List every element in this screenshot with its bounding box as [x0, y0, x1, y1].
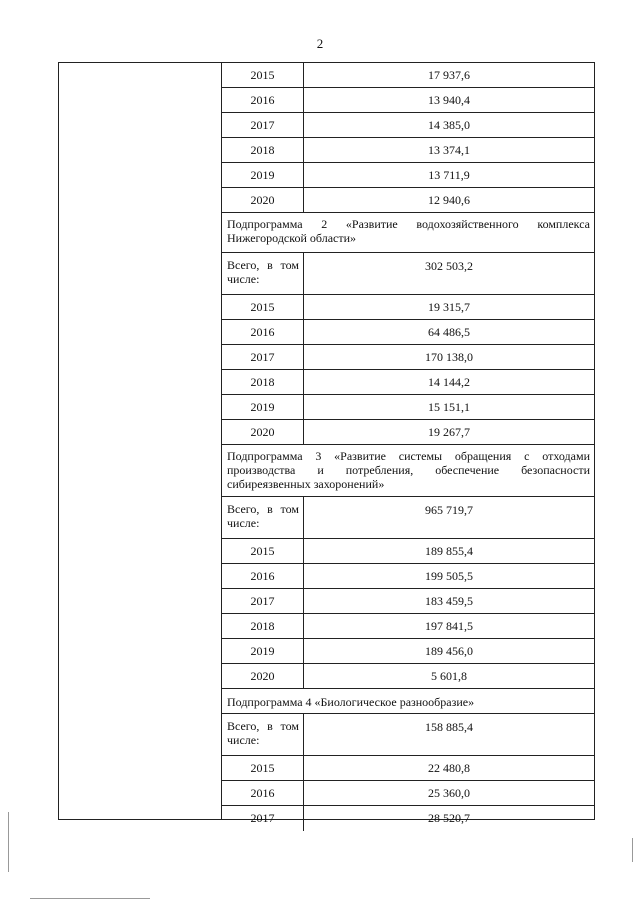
value-cell: 14 144,2 [428, 374, 470, 389]
table-row-year [222, 564, 594, 589]
year-cell: 2018 [222, 614, 304, 638]
value-cell: 19 267,7 [428, 424, 470, 439]
year-cell: 2016 [222, 564, 304, 588]
year-cell: 2016 [222, 88, 304, 112]
year-cell: 2020 [222, 420, 304, 444]
year-cell: 2017 [222, 806, 304, 831]
year-cell: 2019 [222, 639, 304, 663]
year-cell: 2017 [222, 113, 304, 137]
value-cell: 13 940,4 [428, 92, 470, 107]
value-cell: 197 841,5 [425, 618, 473, 633]
table-row-year [222, 756, 594, 781]
table-left-column [59, 63, 222, 819]
subprogram-heading: Подпрограмма 4 «Биологическое разнообразие» [222, 689, 594, 714]
table-row-year [222, 138, 594, 163]
table-row-year [222, 639, 594, 664]
year-cell: 2016 [222, 320, 304, 344]
value-cell: 5 601,8 [431, 668, 467, 683]
value-cell: 19 315,7 [428, 299, 470, 314]
table-row-year [222, 163, 594, 188]
total-label-cell: Всего, в том числе: [222, 253, 304, 294]
total-value-cell: 302 503,2 [425, 259, 473, 273]
table-row-year [222, 295, 594, 320]
year-cell: 2015 [222, 756, 304, 780]
table-row-year [222, 63, 594, 88]
year-cell: 2015 [222, 295, 304, 319]
table-row-year [222, 539, 594, 564]
year-cell: 2017 [222, 345, 304, 369]
year-cell: 2017 [222, 589, 304, 613]
value-cell: 64 486,5 [428, 324, 470, 339]
value-cell: 189 456,0 [425, 643, 473, 658]
value-cell: 17 937,6 [428, 67, 470, 82]
total-value-cell: 965 719,7 [425, 503, 473, 517]
value-cell: 12 940,6 [428, 192, 470, 207]
year-cell: 2016 [222, 781, 304, 805]
table-row-total [222, 497, 594, 539]
year-cell: 2019 [222, 395, 304, 419]
year-cell: 2019 [222, 163, 304, 187]
scan-mark-bottom [30, 898, 150, 899]
year-cell: 2018 [222, 138, 304, 162]
value-cell: 25 360,0 [428, 785, 470, 800]
table-row-year [222, 188, 594, 213]
table-row-year [222, 420, 594, 445]
value-cell: 170 138,0 [425, 349, 473, 364]
total-label-cell: Всего, в том числе: [222, 714, 304, 755]
table-row-year [222, 781, 594, 806]
value-cell: 199 505,5 [425, 568, 473, 583]
value-cell: 15 151,1 [428, 399, 470, 414]
year-cell: 2018 [222, 370, 304, 394]
value-cell: 183 459,5 [425, 593, 473, 608]
value-cell: 14 385,0 [428, 117, 470, 132]
value-cell: 13 374,1 [428, 142, 470, 157]
subprogram-heading: Подпрограмма 3 «Развитие системы обращения с отходами производства и потребления, обеспечение безопасности сибиреязвенных захоронений» [222, 445, 594, 497]
value-cell: 22 480,8 [428, 760, 470, 775]
table-row-year [222, 614, 594, 639]
value-cell: 13 711,9 [428, 167, 470, 182]
table-row-total [222, 253, 594, 295]
table-row-year [222, 664, 594, 689]
total-label-cell: Всего, в том числе: [222, 497, 304, 538]
table-row-year [222, 113, 594, 138]
table-row-year [222, 395, 594, 420]
table-row-year [222, 806, 594, 831]
page-number: 2 [316, 36, 324, 51]
value-cell: 28 520,7 [428, 811, 470, 825]
table-row-total [222, 714, 594, 756]
table-right-column [222, 63, 594, 825]
total-value-cell: 158 885,4 [425, 720, 473, 734]
subprogram-heading: Подпрограмма 2 «Развитие водохозяйственного комплекса Нижегородской области» [222, 213, 594, 253]
table-row-year [222, 370, 594, 395]
scan-mark-right [632, 838, 633, 862]
year-cell: 2015 [222, 63, 304, 87]
table-row-year [222, 88, 594, 113]
year-cell: 2020 [222, 664, 304, 688]
year-cell: 2020 [222, 188, 304, 212]
funding-table [58, 62, 595, 825]
year-cell: 2015 [222, 539, 304, 563]
table-row-year [222, 345, 594, 370]
scan-mark-left [8, 812, 9, 872]
value-cell: 189 855,4 [425, 543, 473, 558]
table-row-year [222, 320, 594, 345]
table-row-year [222, 589, 594, 614]
